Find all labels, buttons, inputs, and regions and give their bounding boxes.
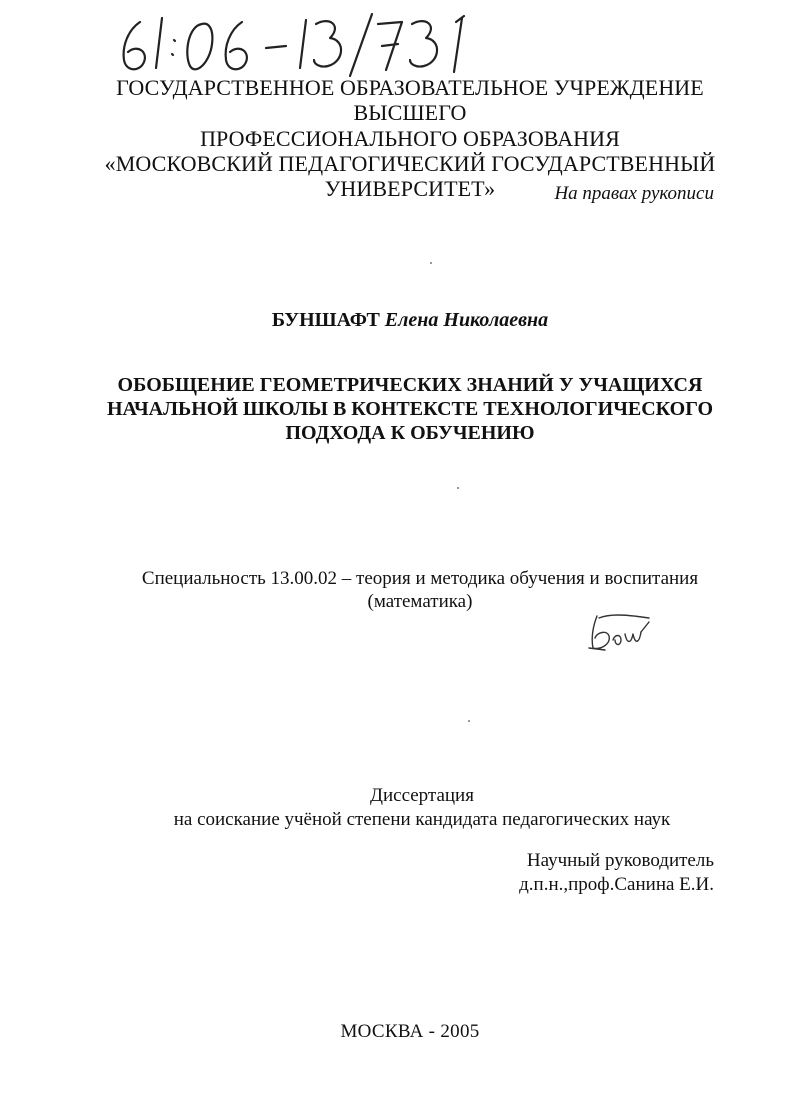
supervisor-name: д.п.н.,проф.Санина Е.И. bbox=[519, 873, 714, 895]
dissertation-title bbox=[100, 373, 720, 445]
title-line: ПОДХОДА К ОБУЧЕНИЮ bbox=[285, 422, 535, 444]
specialty-subject: (математика) bbox=[367, 590, 473, 612]
degree-description: на соискание учёной степени кандидата педагогических наук bbox=[173, 808, 671, 830]
dissertation-type bbox=[100, 784, 744, 832]
institution-line: «МОСКОВСКИЙ ПЕДАГОГИЧЕСКИЙ ГОСУДАРСТВЕННЫЙ bbox=[104, 150, 716, 176]
supervisor-label: Научный руководитель bbox=[526, 850, 714, 871]
dissertation-label: Диссертация bbox=[370, 785, 474, 806]
institution-line: ПРОФЕССИОНАЛЬНОГО ОБРАЗОВАНИЯ bbox=[200, 125, 620, 151]
specialty bbox=[120, 568, 720, 614]
author-surname: БУНШАФТ bbox=[271, 309, 380, 331]
scan-speck bbox=[457, 487, 459, 489]
author-name bbox=[100, 309, 720, 332]
institution-line: ГОСУДАРСТВЕННОЕ ОБРАЗОВАТЕЛЬНОЕ УЧРЕЖДЕНИЕ ВЫСШЕГО bbox=[116, 75, 704, 126]
specialty-line: Специальность 13.00.02 – теория и методика обучения и воспитания bbox=[141, 568, 699, 589]
scan-speck bbox=[430, 262, 432, 264]
supervisor bbox=[519, 849, 714, 897]
manuscript-note: На правах рукописи bbox=[554, 183, 714, 204]
author-given-names: Елена Николаевна bbox=[384, 309, 549, 331]
signature-drawing bbox=[583, 610, 663, 654]
handwritten-code-drawing bbox=[110, 10, 470, 80]
title-line: НАЧАЛЬНОЙ ШКОЛЫ В КОНТЕКСТЕ ТЕХНОЛОГИЧЕСКОГО bbox=[107, 398, 713, 420]
title-line: ОБОБЩЕНИЕ ГЕОМЕТРИЧЕСКИХ ЗНАНИЙ У УЧАЩИХСЯ bbox=[117, 374, 703, 396]
handwritten-archive-code bbox=[110, 10, 470, 80]
handwritten-signature bbox=[583, 610, 663, 654]
scan-speck bbox=[468, 720, 470, 722]
institution-line: УНИВЕРСИТЕТ» bbox=[324, 176, 496, 202]
city-year: МОСКВА - 2005 bbox=[340, 1021, 480, 1042]
